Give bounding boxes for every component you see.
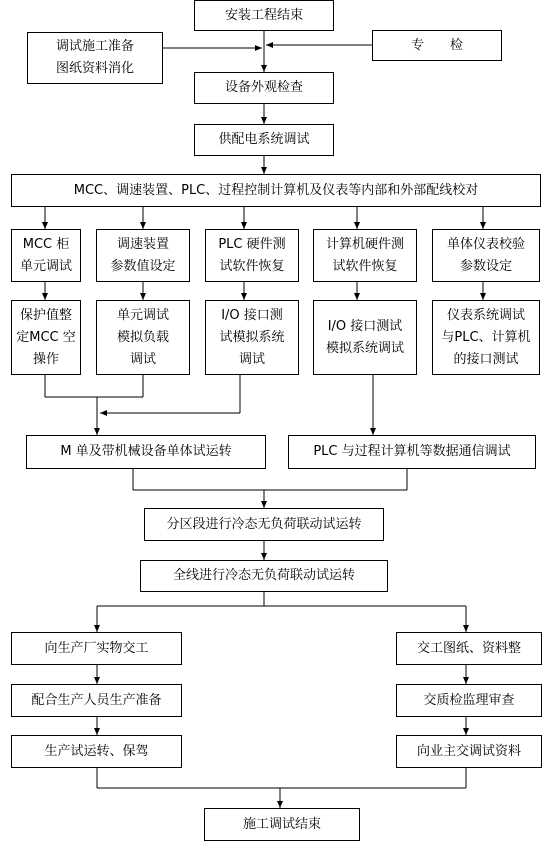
node-instrument-sys: 仪表系统调试 与PLC、计算机 的接口测试 [432, 300, 540, 375]
node-pc-hw: 计算机硬件测 试软件恢复 [313, 229, 417, 282]
node-coop-prep: 配合生产人员生产准备 [11, 684, 182, 717]
node-speed-params: 调速装置 参数值设定 [96, 229, 190, 282]
node-install-end: 安装工程结束 [194, 0, 334, 31]
node-trial-run: 生产试运转、保驾 [11, 735, 182, 768]
node-full-run: 全线进行冷态无负荷联动试运转 [140, 560, 388, 592]
node-plc-io: I/O 接口测 试模拟系统 调试 [205, 300, 299, 375]
node-submit-docs: 向业主交调试资料 [396, 735, 542, 768]
node-handover-docs: 交工图纸、资料整 [396, 632, 542, 665]
node-instrument-cal: 单体仪表校验 参数设定 [432, 229, 540, 282]
node-section-run: 分区段进行冷态无负荷联动试运转 [144, 508, 384, 541]
node-unit-load: 单元调试 模拟负载 调试 [96, 300, 190, 375]
node-mcc-unit: MCC 柜 单元调试 [11, 229, 81, 282]
node-end: 施工调试结束 [204, 808, 360, 841]
node-quality-review: 交质检监理审查 [396, 684, 542, 717]
node-plc-hw: PLC 硬件测 试软件恢复 [205, 229, 299, 282]
node-wiring-check: MCC、调速装置、PLC、过程控制计算机及仪表等内部和外部配线校对 [11, 174, 541, 207]
node-handover-plant: 向生产厂实物交工 [11, 632, 182, 665]
node-prep: 调试施工准备 图纸资料消化 [27, 32, 163, 84]
node-single-run: M 单及带机械设备单体试运转 [26, 435, 266, 469]
node-pc-io: I/O 接口测试 模拟系统调试 [313, 300, 417, 375]
node-visual-check: 设备外观检查 [194, 72, 334, 104]
node-data-comm: PLC 与过程计算机等数据通信调试 [288, 435, 536, 469]
node-power-debug: 供配电系统调试 [194, 124, 334, 156]
node-special-check: 专 检 [372, 30, 502, 61]
node-protection: 保护值整 定MCC 空 操作 [11, 300, 81, 375]
